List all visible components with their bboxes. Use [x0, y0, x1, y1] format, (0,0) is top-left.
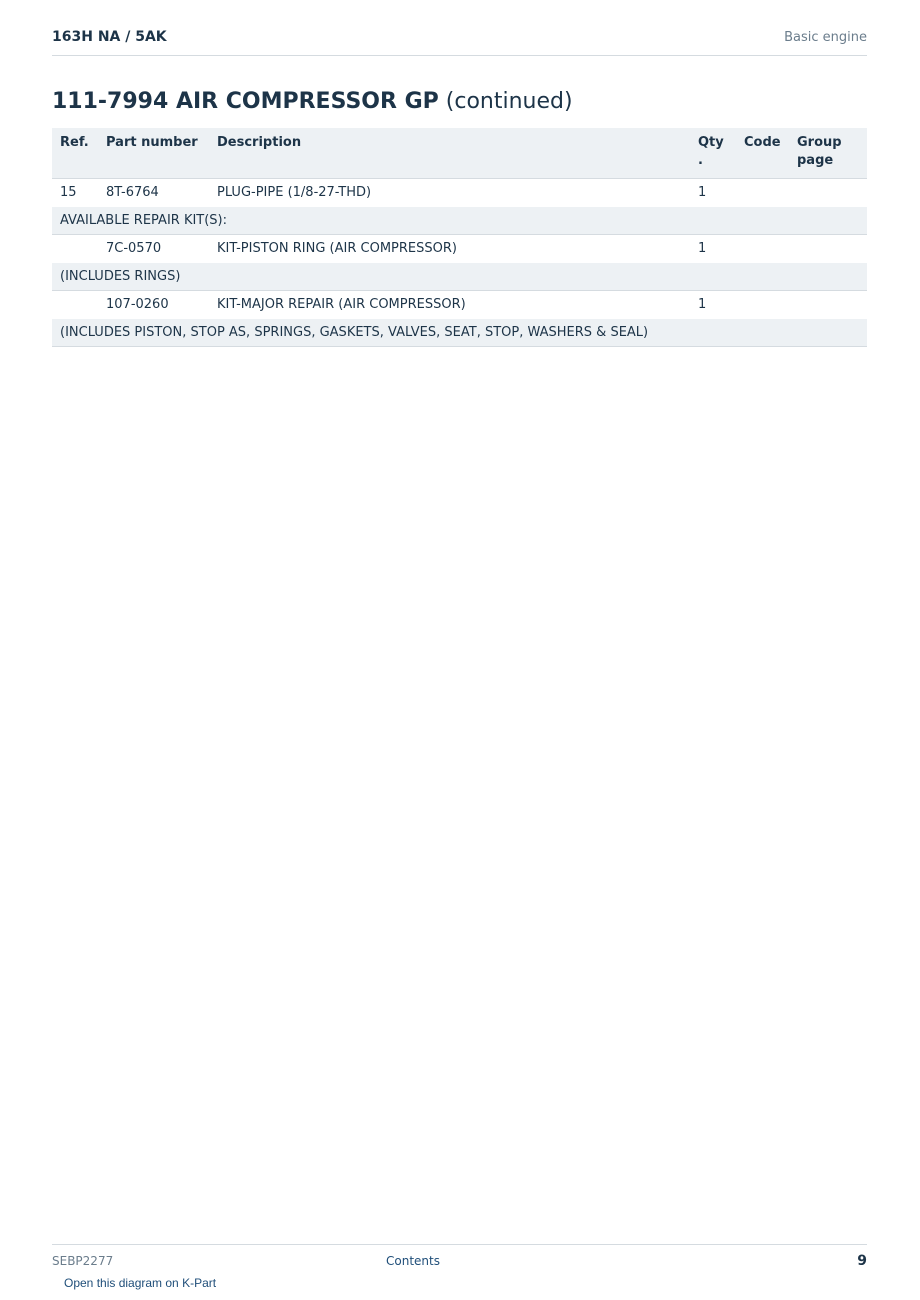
cell-ref	[52, 235, 98, 264]
cell-qty: 1	[698, 185, 707, 200]
cell-group-page	[789, 179, 867, 208]
continued-label: (continued)	[445, 89, 573, 114]
assembly-title: 111-7994 AIR COMPRESSOR GP	[52, 89, 439, 114]
cell-group-page	[789, 291, 867, 320]
table-row	[52, 291, 867, 320]
cell-code	[736, 179, 789, 208]
open-kpart-link[interactable]: Open this diagram on K-Part	[64, 1276, 217, 1290]
table-row	[52, 179, 867, 208]
contents-link[interactable]: Contents	[386, 1254, 440, 1268]
cell-qty: 1	[698, 241, 707, 256]
parts-table	[52, 128, 867, 347]
table-header-row	[52, 128, 867, 179]
header-description: Description	[209, 128, 690, 179]
cell-qty: 1	[698, 297, 707, 312]
header-code: Code	[736, 128, 789, 179]
table-row	[52, 235, 867, 264]
table-note-row	[52, 319, 867, 347]
cell-description: KIT-MAJOR REPAIR (AIR COMPRESSOR)	[217, 297, 466, 312]
note-text: (INCLUDES RINGS)	[52, 263, 867, 291]
note-text: AVAILABLE REPAIR KIT(S):	[52, 207, 867, 235]
cell-description: PLUG-PIPE (1/8-27-THD)	[217, 185, 372, 200]
cell-part-number: 7C-0570	[106, 241, 162, 256]
table-note-row	[52, 263, 867, 291]
cell-part-number: 8T-6764	[106, 185, 159, 200]
note-text: (INCLUDES PISTON, STOP AS, SPRINGS, GASKETS, VALVES, SEAT, STOP, WASHERS & SEAL)	[52, 319, 867, 347]
cell-ref: 15	[60, 185, 77, 200]
header-group-page: Group page	[789, 128, 867, 179]
cell-part-number: 107-0260	[106, 297, 169, 312]
section-label: Basic engine	[784, 30, 867, 45]
page-title	[52, 89, 573, 114]
cell-code	[736, 291, 789, 320]
cell-code	[736, 235, 789, 264]
cell-group-page	[789, 235, 867, 264]
table-note-row	[52, 207, 867, 235]
page-header	[52, 29, 867, 56]
cell-description: KIT-PISTON RING (AIR COMPRESSOR)	[217, 241, 457, 256]
model-label: 163H NA / 5AK	[52, 29, 167, 45]
header-qty: Qty .	[690, 128, 736, 179]
header-part-number: Part number	[98, 128, 209, 179]
header-ref: Ref.	[52, 128, 98, 179]
page-number: 9	[857, 1253, 867, 1269]
page-footer	[52, 1244, 867, 1275]
document-id: SEBP2277	[52, 1254, 114, 1268]
cell-ref	[52, 291, 98, 320]
